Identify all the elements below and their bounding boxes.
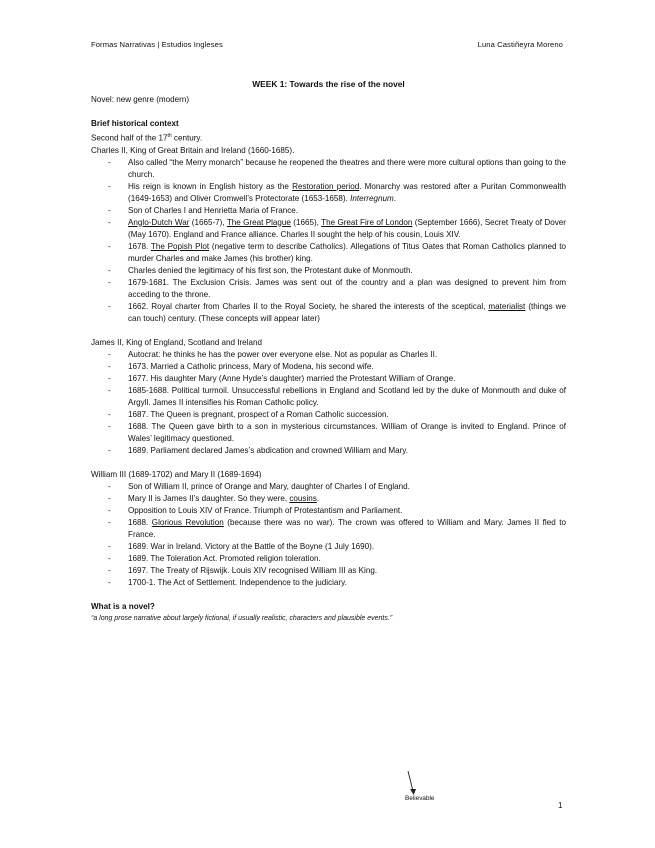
james-heading: James II, King of England, Scotland and Ireland xyxy=(91,337,262,347)
list-item: - 1697. The Treaty of Rijswijk. Louis XIV recognised William III as King. xyxy=(108,565,378,575)
page-number: 1 xyxy=(558,801,563,810)
novel-definition-quote: “a long prose narrative about largely fictional, if usually realistic, characters and plausible events.” xyxy=(91,614,393,622)
list-item: - 1673. Married a Catholic princess, Mary of Modena, his second wife. xyxy=(108,361,374,371)
charles-list xyxy=(91,157,566,325)
list-item: - 1700-1. The Act of Settlement. Independence to the judiciary. xyxy=(108,577,347,587)
list-item: - 1679-1681. The Exclusion Crisis. James was sent out of the country and a plan was designed to prevent him from acceding to the throne. xyxy=(108,277,566,299)
list-item: - Charles denied the legitimacy of his first son, the Protestant duke of Monmouth. xyxy=(108,265,413,275)
list-item: - 1689. The Toleration Act. Promoted religion toleration. xyxy=(108,553,321,563)
document-title: WEEK 1: Towards the rise of the novel xyxy=(252,79,405,89)
list-item: - 1689. Parliament declared James’s abdication and crowned William and Mary. xyxy=(108,445,408,455)
context-heading: Brief historical context xyxy=(91,119,179,128)
arrow-down-icon xyxy=(404,770,420,796)
header-course: Formas Narrativas | Estudios Ingleses xyxy=(91,40,223,49)
header-author: Luna Castiñeyra Moreno xyxy=(477,40,563,49)
list-item: - Son of William II, prince of Orange and Mary, daughter of Charles I of England. xyxy=(108,481,410,491)
list-item: - Mary II is James II’s daughter. So they were, cousins. xyxy=(108,493,320,503)
list-item: - Anglo-Dutch War (1665-7), The Great Plague (1665), The Great Fire of London (September 1666), Secret Treaty of Dover (May 1670). England and France alliance. Charles II sought the help of his cousin, Louis XIV. xyxy=(108,217,567,239)
list-item: - 1678. The Popish Plot (negative term to describe Catholics). Allegations of Titus Oates that Roman Catholics planned to murder Charles and make James (his brother) king. xyxy=(108,241,567,263)
list-item: - 1662. Royal charter from Charles II to the Royal Society, he shared the interests of the sceptical, materialist (things we can touch) century. (These concepts will appear later) xyxy=(108,301,567,323)
period-line: Second half of the 17th century. xyxy=(91,133,203,143)
list-item: - 1688. The Queen gave birth to a son in mysterious circumstances. William of Orange is invited to England. Prince of Wales’ legitimacy questioned. xyxy=(108,421,566,443)
document-body xyxy=(91,78,566,625)
list-item: - Also called “the Merry monarch” because he reopened the theatres and there were more cultural options than going to the church. xyxy=(108,157,566,179)
list-item: - 1685-1688. Political turmoil. Unsuccessful rebellions in England and Scotland led by the duke of Monmouth and duke of Argyll. James II intensifies his Roman Catholic policy. xyxy=(108,385,566,407)
list-item: - Autocrat: he thinks he has the power over everyone else. Not as popular as Charles II. xyxy=(108,349,438,359)
william-list xyxy=(91,481,566,589)
list-item: - 1677. His daughter Mary (Anne Hyde’s daughter) married the Protestant William of Orange. xyxy=(108,373,456,383)
novel-heading: What is a novel? xyxy=(91,601,155,611)
list-item: - His reign is known in English history as the Restoration period. Monarchy was restored after a Puritan Commonwealth (1649-1653) and Oliver Cromwell’s Protectorate (1653-1658). Interregnum. xyxy=(108,181,567,203)
list-item: - 1688. Glorious Revolution (because there was no war). The crown was offered to William and Mary. James II fled to France. xyxy=(108,517,566,539)
list-item: - 1687. The Queen is pregnant, prospect of a Roman Catholic succession. xyxy=(108,409,389,419)
list-item: - Son of Charles I and Henrietta Maria of France. xyxy=(108,205,299,215)
list-item: - Opposition to Louis XIV of France. Triumph of Protestantism and Parliament. xyxy=(108,505,403,515)
list-item: - 1689. War in Ireland. Victory at the Battle of the Boyne (1 July 1690). xyxy=(108,541,375,551)
believable-annotation: Believable xyxy=(405,795,435,802)
charles-heading: Charles II, King of Great Britain and Ireland (1660-1685). xyxy=(91,145,295,155)
james-list xyxy=(91,349,566,457)
william-heading: William III (1689-1702) and Mary II (1689-1694) xyxy=(91,469,262,479)
intro-line: Novel: new genre (modern) xyxy=(91,95,190,104)
